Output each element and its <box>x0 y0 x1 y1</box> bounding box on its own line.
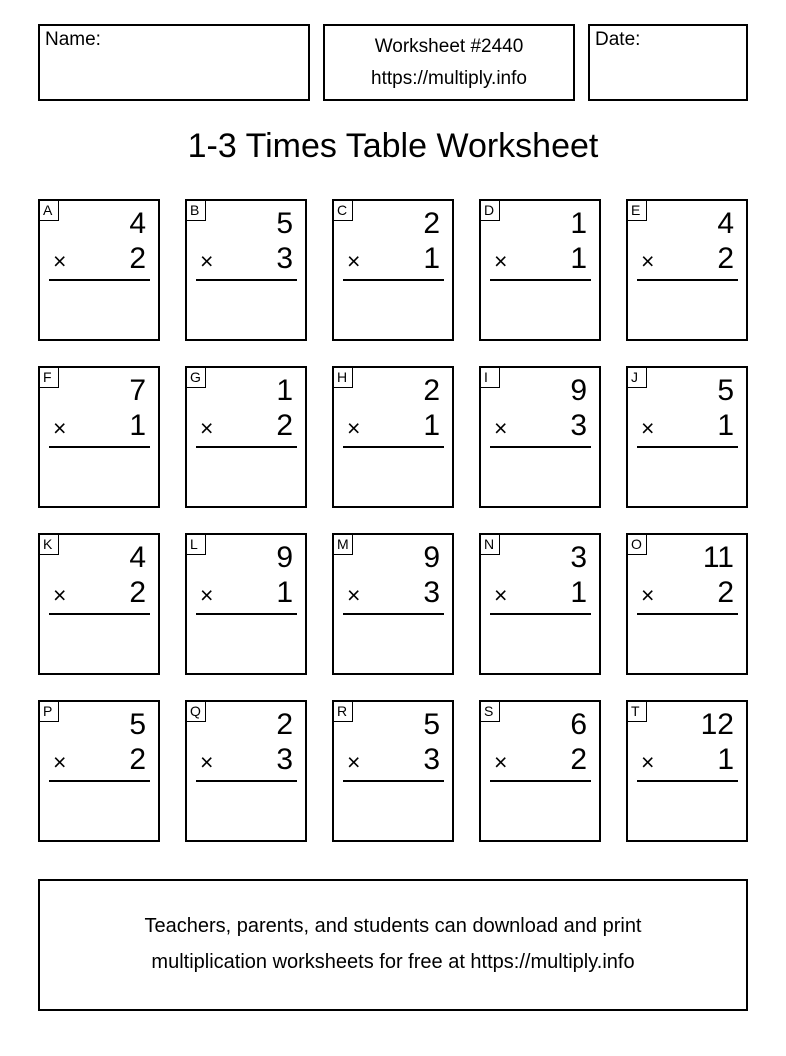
problem-card <box>626 700 748 842</box>
problem-card <box>185 199 307 341</box>
answer-line <box>490 446 591 448</box>
name-box <box>38 24 310 101</box>
times-sign: × <box>53 749 67 775</box>
problem-top-number: 1 <box>570 207 587 240</box>
worksheet-url: https://multiply.info <box>371 68 527 89</box>
answer-line <box>49 279 150 281</box>
answer-line <box>490 780 591 782</box>
problem-top-number: 1 <box>276 374 293 407</box>
answer-line <box>637 613 738 615</box>
problem-letter: J <box>628 368 647 388</box>
problem-card <box>626 533 748 675</box>
problem-card <box>626 199 748 341</box>
problem-bottom-number: 1 <box>129 409 146 442</box>
problem-top-number: 2 <box>423 374 440 407</box>
problem-letter: D <box>481 201 500 221</box>
times-sign: × <box>200 248 214 274</box>
problem-card <box>479 366 601 508</box>
problem-letter: K <box>40 535 59 555</box>
problem-card <box>479 199 601 341</box>
problem-top-number: 9 <box>276 541 293 574</box>
answer-line <box>343 780 444 782</box>
problem-bottom-number: 3 <box>276 242 293 275</box>
problem-card <box>479 533 601 675</box>
date-box <box>588 24 748 101</box>
problem-top-number: 9 <box>570 374 587 407</box>
times-sign: × <box>641 749 655 775</box>
problem-card <box>38 366 160 508</box>
problem-letter: H <box>334 368 353 388</box>
answer-line <box>49 780 150 782</box>
problem-bottom-number: 1 <box>717 743 734 776</box>
answer-line <box>490 613 591 615</box>
problem-bottom-number: 1 <box>423 409 440 442</box>
problem-top-number: 11 <box>702 541 734 574</box>
problem-top-number: 2 <box>276 708 293 741</box>
problem-card <box>38 199 160 341</box>
problem-top-number: 9 <box>423 541 440 574</box>
problem-bottom-number: 1 <box>570 576 587 609</box>
problem-top-number: 5 <box>717 374 734 407</box>
answer-line <box>343 446 444 448</box>
problem-bottom-number: 1 <box>423 242 440 275</box>
problem-card <box>626 366 748 508</box>
answer-line <box>196 613 297 615</box>
problem-card <box>479 700 601 842</box>
footer-line-2: multiplication worksheets for free at https://multiply.info <box>151 951 635 973</box>
problem-letter: T <box>628 702 647 722</box>
answer-line <box>637 279 738 281</box>
times-sign: × <box>494 248 508 274</box>
footer-line-1: Teachers, parents, and students can download and print <box>144 915 642 937</box>
problem-letter: F <box>40 368 59 388</box>
problem-letter: O <box>628 535 647 555</box>
problem-bottom-number: 3 <box>276 743 293 776</box>
problem-card <box>38 533 160 675</box>
problem-top-number: 5 <box>129 708 146 741</box>
problem-bottom-number: 2 <box>276 409 293 442</box>
times-sign: × <box>200 582 214 608</box>
problem-card <box>332 533 454 675</box>
problem-bottom-number: 1 <box>717 409 734 442</box>
problem-letter: G <box>187 368 206 388</box>
problem-card <box>332 366 454 508</box>
times-sign: × <box>641 415 655 441</box>
date-label: Date: <box>595 29 641 50</box>
problem-bottom-number: 3 <box>570 409 587 442</box>
problem-bottom-number: 3 <box>423 743 440 776</box>
problem-bottom-number: 2 <box>570 743 587 776</box>
problem-letter: N <box>481 535 500 555</box>
problem-top-number: 6 <box>570 708 587 741</box>
answer-line <box>196 279 297 281</box>
answer-line <box>196 780 297 782</box>
problem-top-number: 4 <box>129 541 146 574</box>
problem-bottom-number: 2 <box>129 576 146 609</box>
page-title: 1-3 Times Table Worksheet <box>187 127 599 165</box>
problem-top-number: 12 <box>700 708 734 741</box>
footer-box <box>38 879 748 1011</box>
times-sign: × <box>641 248 655 274</box>
problem-card <box>332 700 454 842</box>
problem-letter: R <box>334 702 353 722</box>
problem-card <box>185 700 307 842</box>
problem-bottom-number: 1 <box>570 242 587 275</box>
problem-top-number: 3 <box>570 541 587 574</box>
answer-line <box>343 279 444 281</box>
times-sign: × <box>53 248 67 274</box>
times-sign: × <box>53 582 67 608</box>
times-sign: × <box>494 582 508 608</box>
problem-bottom-number: 3 <box>423 576 440 609</box>
problem-top-number: 4 <box>129 207 146 240</box>
problem-letter: C <box>334 201 353 221</box>
times-sign: × <box>347 415 361 441</box>
problem-top-number: 4 <box>717 207 734 240</box>
answer-line <box>490 279 591 281</box>
times-sign: × <box>494 749 508 775</box>
problem-card <box>38 700 160 842</box>
answer-line <box>343 613 444 615</box>
problem-letter: E <box>628 201 647 221</box>
answer-line <box>196 446 297 448</box>
problem-letter: L <box>187 535 206 555</box>
answer-line <box>637 446 738 448</box>
problem-letter: M <box>334 535 353 555</box>
problem-top-number: 7 <box>129 374 146 407</box>
problem-letter: Q <box>187 702 206 722</box>
answer-line <box>49 613 150 615</box>
times-sign: × <box>347 749 361 775</box>
problem-top-number: 2 <box>423 207 440 240</box>
problem-bottom-number: 2 <box>129 242 146 275</box>
times-sign: × <box>200 749 214 775</box>
times-sign: × <box>53 415 67 441</box>
problem-letter: S <box>481 702 500 722</box>
answer-line <box>637 780 738 782</box>
times-sign: × <box>200 415 214 441</box>
problem-bottom-number: 2 <box>717 576 734 609</box>
times-sign: × <box>494 415 508 441</box>
times-sign: × <box>641 582 655 608</box>
problem-letter: I <box>481 368 500 388</box>
worksheet-info-box <box>323 24 575 101</box>
worksheet-number: Worksheet #2440 <box>374 36 524 57</box>
problem-bottom-number: 1 <box>276 576 293 609</box>
problem-letter: A <box>40 201 59 221</box>
problem-letter: B <box>187 201 206 221</box>
problem-card <box>185 366 307 508</box>
problem-card <box>185 533 307 675</box>
problem-bottom-number: 2 <box>717 242 734 275</box>
times-sign: × <box>347 582 361 608</box>
name-label: Name: <box>45 29 101 50</box>
problem-letter: P <box>40 702 59 722</box>
problem-top-number: 5 <box>423 708 440 741</box>
problem-bottom-number: 2 <box>129 743 146 776</box>
times-sign: × <box>347 248 361 274</box>
answer-line <box>49 446 150 448</box>
problem-card <box>332 199 454 341</box>
problem-top-number: 5 <box>276 207 293 240</box>
